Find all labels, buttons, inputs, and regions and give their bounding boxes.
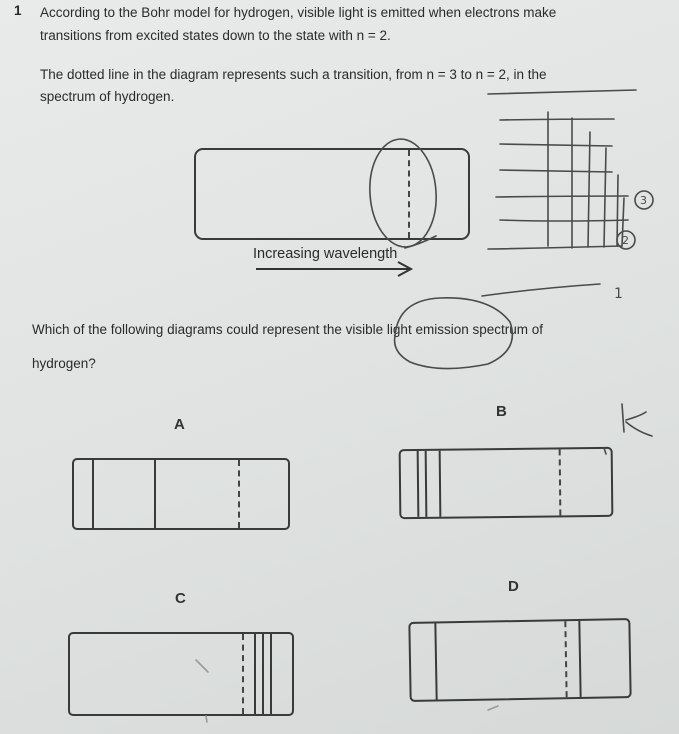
handwritten-mark [604,448,606,454]
handwritten-faint-mark-3 [488,706,498,710]
option-a-label[interactable]: A [174,416,185,433]
option-d-label[interactable]: D [508,578,519,595]
question-prompt-line-1: Which of the following diagrams could represent the visible light emission spectrum of [32,322,543,337]
wavelength-arrow-icon [256,262,411,276]
energy-level-sketch [482,90,636,296]
question-number: 1 [14,3,22,18]
handwritten-faint-mark [196,660,208,672]
question-text-line-3: The dotted line in the diagram represents such a transition, from n = 3 to n = 2, in the [40,67,547,82]
question-text-line-1: According to the Bohr model for hydrogen, visible light is emitted when electrons make [40,5,557,20]
question-text-line-2: transitions from excited states down to the state with n = 2. [40,28,391,43]
question-text-line-4: spectrum of hydrogen. [40,89,175,104]
option-c-label[interactable]: C [175,590,186,607]
question-prompt-line-2: hydrogen? [32,356,96,371]
handwritten-level-2: 2 [622,234,629,247]
handwritten-faint-mark-2 [206,716,207,722]
handwritten-oval [366,137,439,249]
option-b-label[interactable]: B [496,403,507,420]
handwritten-oval-prompt [395,298,513,369]
wavelength-axis-label: Increasing wavelength [253,246,398,262]
handwritten-level-1: 1 [614,286,623,302]
handwritten-level-3: 3 [640,194,647,207]
handwritten-tail [405,236,436,248]
handwritten-k-mark [622,404,652,436]
